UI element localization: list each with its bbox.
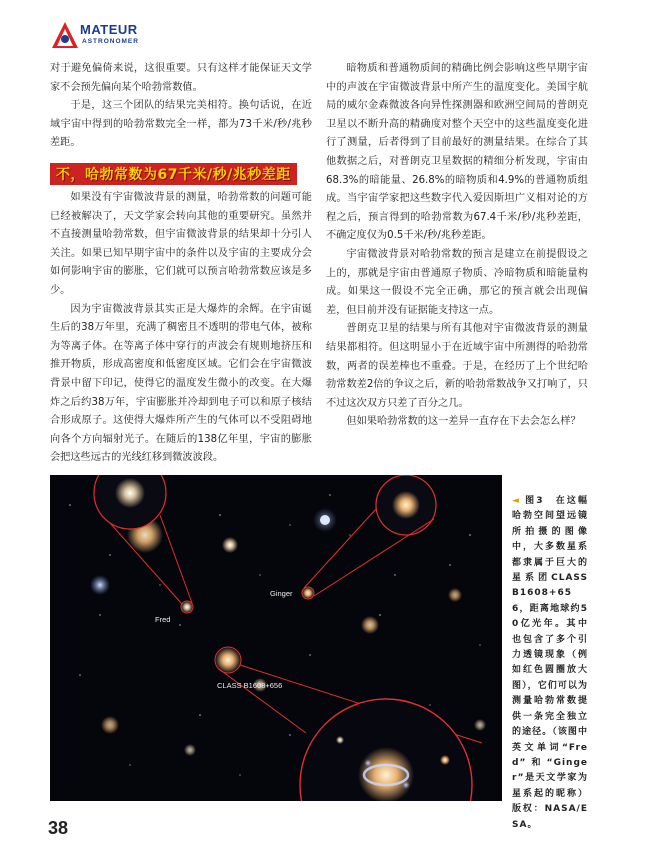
figure-caption — [512, 494, 588, 833]
galaxy-label-ginger: Ginger — [270, 589, 293, 598]
paragraph: 于是，这三个团队的结果完美相符。换句话说，在近域宇宙中得到的哈勃常数完全一样，都为73千米/秒/兆秒差距。 — [50, 100, 312, 149]
paragraph: 暗物质和普通物质间的精确比例会影响这些早期宇宙中的声波在宇宙微波背景中所产生的温度变化。美国宇航局的威尔金森微波各向异性探测器和欧洲空间局的普朗克卫星以不断升高的精确度对整个天空中的这些温度变化进行了测量，后者得到了目前最好的测量结果。在综合了其他数据之后，对普朗克卫星数据的精细分析发现，宇宙由68.3%的暗能量、26.8%的暗物质和4.9%的普通物质组成。当宇宙学家把这些数字代入爱因斯坦广义相对论的方程之后，预言得到的哈勃常数为67.4千米/秒/兆秒差距，不确定度仅为0.5千米/秒/兆秒差距。 — [326, 63, 588, 242]
section-heading: 不，哈勃常数为67千米/秒/兆秒差距 — [50, 163, 297, 185]
zoom-circle-lens — [215, 647, 482, 801]
caption-marker-icon: ◄ — [512, 496, 520, 506]
paragraph: 普朗克卫星的结果与所有其他对宇宙微波背景的测量结果都相符。但这明显小于在近域宇宙中所测得的哈勃常数，两者的误差棒也不重叠。于是，在经历了上个世纪哈勃常数差2倍的争议之后，新的哈勃常数战争又打响了，只不过这次双方只差了百分之几。 — [326, 323, 588, 409]
paragraph: 但如果哈勃常数的这一差异一直存在下去会怎么样？ — [346, 416, 581, 428]
magazine-logo — [50, 18, 160, 52]
paragraph: 因为宇宙微波背景其实正是大爆炸的余辉。在宇宙诞生后的38万年里，充满了稠密且不透明的带电气体，被称为等离子体。在等离子体中穿行的声波会有规则地挤压和推开物质，形成高密度和低密度区域。它们会在宇宙微波背景中留下印记，使得它的温度发生微小的改变。在大爆炸之后约38万年，宇宙膨胀并冷却到电子可以和原子核结合形成原子。这使得大爆炸所产生的气体可以不受阻碍地向各个方向辐射光子。在随后的138亿年里，宇宙的膨胀会把这些远古的光线红移到微波波段。 — [50, 303, 312, 464]
logo-title: MATEUR — [80, 22, 138, 37]
paragraph: 宇宙微波背景对哈勃常数的预言是建立在前提假设之上的，那就是宇宙由普通原子物质、冷暗物质和暗能量构成。如果这一假设不完全正确，那它的预言就会出现偏差，但目前并没有证据能支持这一点。 — [326, 248, 588, 316]
paragraph: 如果没有宇宙微波背景的测量，哈勃常数的问题可能已经被解决了，天文学家会转向其他的重要研究。虽然并不直接测量哈勃常数，但宇宙微波背景的结果却十分引人关注。如果已知早期宇宙中的条件以及宇宙的主要成分会如何影响宇宙的膨胀，它们就可以预言哈勃常数应该是多少。 — [50, 191, 312, 296]
right-column — [326, 60, 588, 432]
logo-subtitle: ASTRONOMER — [82, 38, 139, 45]
caption-text: 图3 在这幅哈勃空间望远镜所拍摄的图像中，大多数星系都隶属于巨大的星系团CLASS B1608+656，距离地球约50亿光年。其中也包含了多个引力透镜现象（例如红色圆圈放大图），它们可以为测量哈勃常数提供一条完全独立的途径。（该图中英文单词“Fred”和“Ginger”是天文学家为星系起的昵称）版权：NASA/ESA。 — [512, 496, 588, 830]
page-number: 38 — [48, 818, 69, 838]
deep-field-illustration — [50, 475, 502, 801]
paragraph: 对于避免偏倚来说，这很重要。只有这样才能保证天文学家不会预先偏向某个哈勃常数值。 — [50, 63, 312, 93]
galaxy-label-fred: Fred — [155, 615, 171, 624]
left-column — [50, 60, 312, 468]
telescope-logo-icon — [50, 20, 80, 50]
hubble-cluster-image — [50, 475, 502, 801]
zoom-circle-ginger — [302, 475, 436, 599]
cluster-label: CLASS B1608+656 — [217, 681, 283, 690]
